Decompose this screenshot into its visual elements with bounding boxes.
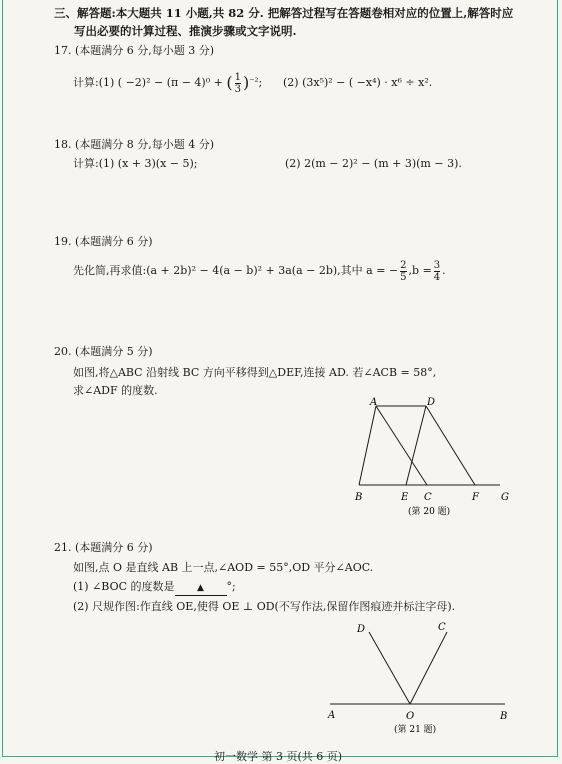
- q17-fraction-den: 3: [234, 83, 241, 95]
- q20-label-G: G: [501, 492, 509, 503]
- q19-b-num: 3: [433, 259, 441, 271]
- q20-caption: (第 20 题): [408, 507, 451, 517]
- q20-label-B: B: [355, 492, 363, 503]
- q20-label-A: A: [370, 397, 378, 408]
- q20-label-D: D: [427, 397, 436, 408]
- q19-a-fraction: [400, 260, 406, 283]
- q19-b-fraction: [434, 260, 440, 283]
- q21-line3: (2) 尺规作图:作直线 OE,使得 OE ⊥ OD(不写作法,保留作图痕迹并标注字母).: [73, 600, 456, 613]
- q17-part1: [73, 70, 262, 96]
- q20-label-E: E: [401, 492, 409, 503]
- q21-header: 21. (本题满分 6 分): [54, 541, 153, 554]
- q17-header: 17. (本题满分 6 分,每小题 3 分): [54, 44, 215, 57]
- q20-line-DF: [426, 406, 475, 485]
- q17-part1-end: ;: [258, 76, 263, 89]
- q20-line-AC: [376, 406, 427, 485]
- q19-text: [73, 258, 446, 284]
- q20-line-AB: [359, 406, 376, 485]
- q19-a-num: 2: [400, 259, 407, 271]
- q18-part2: (2) 2(m − 2)² − (m + 3)(m − 3).: [285, 157, 462, 170]
- q18-header: 18. (本题满分 8 分,每小题 4 分): [54, 138, 215, 151]
- q17-part1-prefix: 计算:(1) ( −2)² − (π − 4)⁰ +: [73, 76, 223, 89]
- section-header-line1: 三、解答题:本大题共 11 小题,共 82 分. 把解答过程写在答题卷相对应的位置上,解答时应: [54, 6, 514, 20]
- q19-text-end: .: [442, 264, 446, 277]
- q21-label-C: C: [438, 622, 446, 633]
- q20-line2: 求∠ADF 的度数.: [73, 384, 158, 397]
- q20-figure: [340, 394, 520, 522]
- q20-label-C: C: [424, 492, 432, 503]
- page-footer: 初一数学 第 3 页(共 6 页): [214, 750, 343, 763]
- q17-fraction: [235, 72, 241, 95]
- q20-line1: 如图,将△ABC 沿射线 BC 方向平移得到△DEF,连接 AD. 若∠ACB = 58°,: [73, 366, 437, 379]
- q19-text-main: 先化简,再求值:(a + 2b)² − 4(a − b)² + 3a(a − 2b),其中 a = −: [73, 264, 399, 277]
- q21-label-O: O: [406, 711, 415, 722]
- q21-ray-OC: [410, 632, 447, 704]
- q20-header: 20. (本题满分 5 分): [54, 345, 153, 358]
- q21-line1: 如图,点 O 是直线 AB 上一点,∠AOD = 55°,OD 平分∠AOC.: [73, 561, 374, 574]
- q17-part2: (2) (3x⁵)² − ( −x⁴) · x⁶ ÷ x².: [283, 76, 433, 89]
- q18-part1: 计算:(1) (x + 3)(x − 5);: [73, 157, 198, 170]
- q17-exponent: ⁻²: [249, 77, 259, 88]
- q19-b-den: 4: [433, 271, 441, 283]
- q21-figure: [320, 616, 520, 738]
- q21-line2-suffix: °;: [226, 580, 236, 593]
- q21-ray-OD: [369, 632, 410, 704]
- q20-line-DE: [406, 406, 426, 485]
- q21-answer-blank: ▲: [175, 581, 227, 596]
- q17-paren-open: (: [226, 73, 233, 92]
- q19-text-mid: ,b =: [408, 264, 432, 277]
- q21-label-A: A: [328, 710, 336, 721]
- q21-label-B: B: [500, 711, 508, 722]
- q17-paren-close: ): [242, 73, 250, 92]
- section-header-line2: 写出必要的计算过程、推演步骤或文字说明.: [74, 24, 297, 38]
- q20-label-F: F: [472, 492, 479, 503]
- q21-line2: [73, 580, 236, 596]
- q21-label-D: D: [357, 624, 366, 635]
- q19-a-den: 5: [400, 271, 407, 283]
- q17-fraction-num: 1: [234, 71, 241, 83]
- q21-caption: (第 21 题): [394, 725, 437, 735]
- q21-line2-prefix: (1) ∠BOC 的度数是: [73, 580, 175, 593]
- q19-header: 19. (本题满分 6 分): [54, 235, 153, 248]
